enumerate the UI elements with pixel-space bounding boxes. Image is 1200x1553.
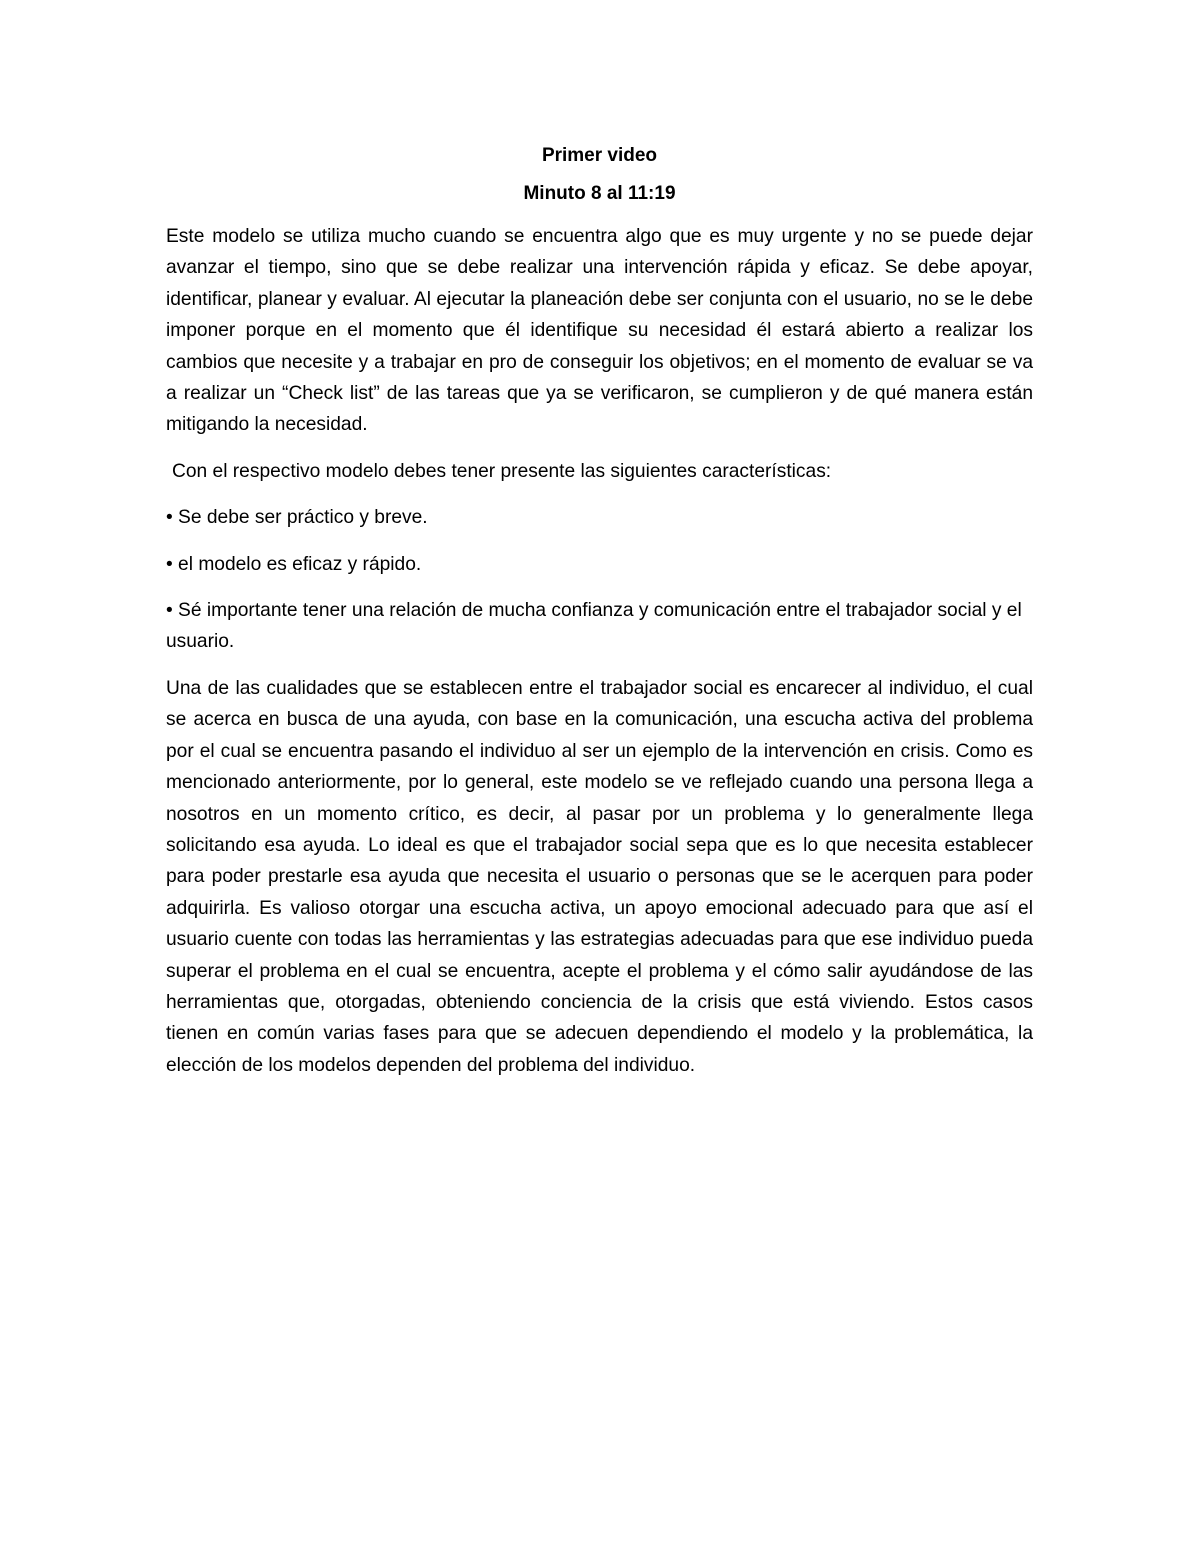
bullet-item-2: • el modelo es eficaz y rápido. [166, 553, 422, 575]
paragraph-2: Una de las cualidades que se establecen entre el trabajador social es encarecer al individuo, el cual se acerca en busca de una ayuda, con base en la comunicación, una escucha activa del problema por el cual se encuentra pasando el individuo al ser un ejemplo de la intervención en crisis. Como es mencionado anteriormente, por lo general, este modelo se ve reflejado cuando una persona llega a nosotros en un momento crítico, es decir, al pasar por un problema y lo generalmente llega solicitando esa ayuda. Lo ideal es que el trabajador social sepa que es lo que necesita establecer para poder prestarle esa ayuda que necesita el usuario o personas que se le acerquen para poder adquirirla. Es valioso otorgar una escucha activa, un apoyo emocional adecuado para que así el usuario cuente con todas las herramientas y las estrategias adecuadas para que ese individuo pueda superar el problema en el cual se encuentra, acepte el problema y el cómo salir ayudándose de las herramientas que, otorgadas, obteniendo conciencia de la crisis que está viviendo. Estos casos tienen en común varias fases para que se adecuen dependiendo el modelo y la problemática, la elección de los modelos dependen del problema del individuo. [166, 677, 1033, 1076]
document-subtitle: Minuto 8 al 11:19 [523, 183, 676, 204]
bullet-item-1: • Se debe ser práctico y breve. [166, 507, 428, 529]
bullet-item-3: • Sé importante tener una relación de mucha confianza y comunicación entre el trabajador social y el usuario. [166, 600, 1022, 653]
paragraph-1: Este modelo se utiliza mucho cuando se encuentra algo que es muy urgente y no se puede dejar avanzar el tiempo, sino que se debe realizar una intervención rápida y eficaz. Se debe apoyar, identificar, planear y evaluar. Al ejecutar la planeación debe ser conjunta con el usuario, no se le debe imponer porque en el momento que él identifique su necesidad él estará abierto a realizar los cambios que necesite y a trabajar en pro de conseguir los objetivos; en el momento de evaluar se va a realizar un “Check list” de las tareas que ya se verificaron, se cumplieron y de qué manera están mitigando la necesidad. [166, 226, 1033, 436]
document-title: Primer video [541, 145, 658, 166]
list-intro: Con el respectivo modelo debes tener presente las siguientes características: [172, 460, 832, 482]
document-content [166, 142, 1033, 1081]
